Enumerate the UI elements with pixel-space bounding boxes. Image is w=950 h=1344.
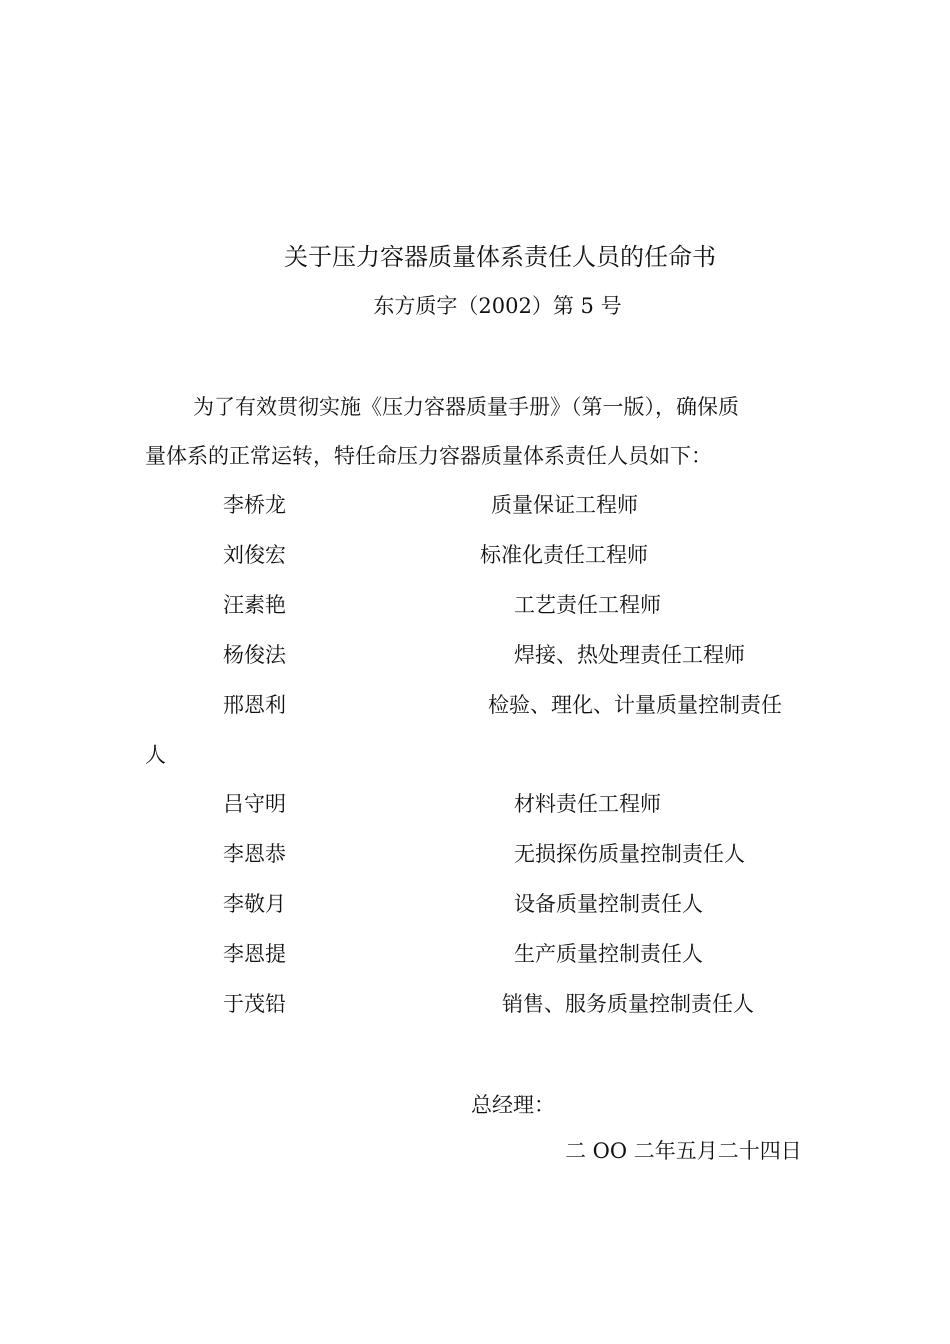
appointee-name: 邢恩利: [223, 693, 286, 717]
appointee-role: 无损探伤质量控制责任人: [514, 842, 745, 866]
document-number: 东方质字（2002）第 5 号: [373, 294, 622, 318]
intro-paragraph-line-1: 为了有效贯彻实施《压力容器质量手册》（第一版），确保质: [193, 395, 739, 419]
appointee-name: 李恩提: [223, 942, 286, 966]
appointee-role: 焊接、热处理责任工程师: [514, 643, 745, 667]
appointee-name: 于茂铅: [223, 992, 286, 1016]
appointee-role: 标准化责任工程师: [480, 543, 648, 567]
appointment-row: [0, 539, 950, 571]
appointee-name: 吕守明: [223, 792, 286, 816]
appointee-name: 李恩恭: [223, 842, 286, 866]
appointee-role: 设备质量控制责任人: [514, 892, 703, 916]
appointee-name: 刘俊宏: [223, 543, 286, 567]
document-title: 关于压力容器质量体系责任人员的任命书: [284, 243, 716, 271]
appointment-row: [0, 988, 950, 1020]
appointee-role: 检验、理化、计量质量控制责任: [488, 693, 782, 717]
appointment-row: [0, 788, 950, 820]
appointee-name: 李桥龙: [223, 493, 286, 517]
appointee-role: 材料责任工程师: [514, 792, 661, 816]
document-date: 二 OO 二年五月二十四日: [565, 1139, 802, 1163]
appointment-row: [0, 938, 950, 970]
appointment-row: [0, 888, 950, 920]
appointee-role: 生产质量控制责任人: [514, 942, 703, 966]
appointment-row: [0, 838, 950, 870]
appointee-name: 李敬月: [223, 892, 286, 916]
appointment-row: [0, 689, 950, 721]
appointee-role: 销售、服务质量控制责任人: [502, 992, 754, 1016]
appointee-role: 工艺责任工程师: [514, 593, 661, 617]
appointment-row: [0, 489, 950, 521]
signature-label: 总经理：: [471, 1093, 555, 1117]
appointment-row: [0, 589, 950, 621]
appointee-role: 质量保证工程师: [491, 493, 638, 517]
intro-paragraph-line-2: 量体系的正常运转，特任命压力容器质量体系责任人员如下：: [145, 444, 712, 468]
appointment-row: [0, 639, 950, 671]
wrapped-role-tail: 人: [145, 743, 166, 767]
appointee-name: 汪素艳: [223, 593, 286, 617]
appointee-name: 杨俊法: [223, 643, 286, 667]
